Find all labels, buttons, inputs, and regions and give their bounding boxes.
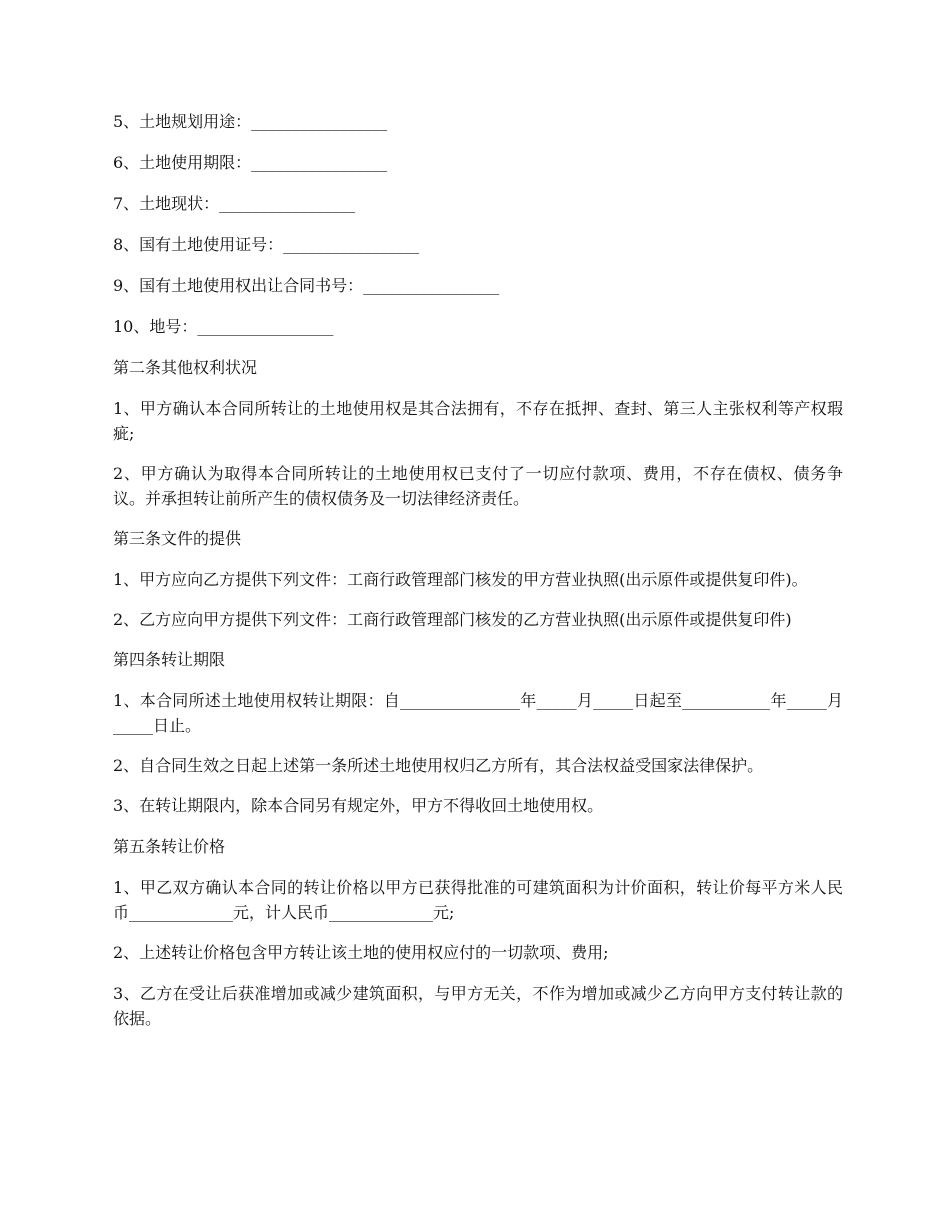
contract-page	[113, 109, 843, 1046]
article-3-clause-1: 1、甲方应向乙方提供下列文件：工商行政管理部门核发的甲方营业执照(出示原件或提供复印件)。	[113, 570, 808, 589]
article-4-clause-3: 3、在转让期限内，除本合同另有规定外，甲方不得收回土地使用权。	[113, 796, 604, 815]
section-heading-article-5: 第五条转让价格	[113, 837, 226, 856]
article-5-clause-2: 2、上述转让价格包含甲方转让该土地的使用权应付的一切款项、费用;	[113, 943, 609, 962]
item-land-certificate-no: 8、国有土地使用证号：_________________	[113, 235, 420, 254]
article-2-clause-2: 2、甲方确认为取得本合同所转让的土地使用权已支付了一切应付款项、费用，不存在债权、债务争议。并承担转让前所产生的债权债务及一切法律经济责任。	[113, 464, 843, 508]
item-lot-number: 10、地号：_________________	[113, 317, 334, 336]
item-land-planned-use: 5、土地规划用途：_________________	[113, 112, 388, 131]
section-heading-article-3: 第三条文件的提供	[113, 529, 242, 548]
item-land-status: 7、土地现状：_________________	[113, 194, 356, 213]
article-5-clause-1: 1、甲乙双方确认本合同的转让价格以甲方已获得批准的可建筑面积为计价面积，转让价每平方米人民币_____________元，计人民币_____________元;	[113, 878, 843, 922]
article-4-clause-2: 2、自合同生效之日起上述第一条所述土地使用权归乙方所有，其合法权益受国家法律保护。	[113, 756, 764, 775]
article-3-clause-2: 2、乙方应向甲方提供下列文件：工商行政管理部门核发的乙方营业执照(出示原件或提供复印件)	[113, 610, 792, 629]
article-2-clause-1: 1、甲方确认本合同所转让的土地使用权是其合法拥有，不存在抵押、查封、第三人主张权利等产权瑕疵;	[113, 399, 843, 443]
item-land-use-term: 6、土地使用期限：_________________	[113, 153, 388, 172]
article-5-clause-3: 3、乙方在受让后获准增加或减少建筑面积，与甲方无关，不作为增加或减少乙方向甲方支付转让款的依据。	[113, 984, 843, 1028]
section-heading-article-2: 第二条其他权利状况	[113, 358, 258, 377]
section-heading-article-4: 第四条转让期限	[113, 650, 226, 669]
article-4-clause-1: 1、本合同所述土地使用权转让期限：自_______________年_____月_____日起至___________年_____月_____日止。	[113, 691, 843, 735]
item-transfer-contract-no: 9、国有土地使用权出让合同书号：_________________	[113, 276, 500, 295]
